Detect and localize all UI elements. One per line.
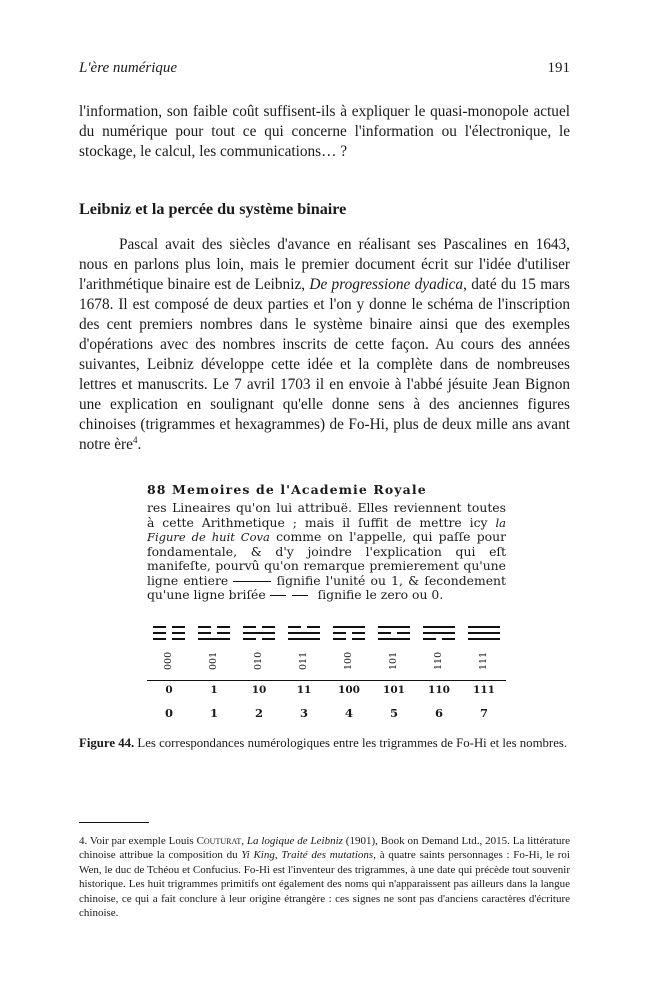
broken-line: [153, 638, 185, 640]
broken-line: [423, 638, 455, 640]
page-number: 191: [547, 60, 570, 76]
figure-text-part: res Lineaires qu'on lui attribuë. Elles reviennent toutes à cette Arithmetique ; mais il ſuffit de mettre icy: [147, 500, 506, 530]
paragraph-text: , daté du 15 mars 1678. Il est composé de deux parties et l'on y donne le schéma de l'inscription des cent premiers nombres dans le système binaire ainsi que des exemples d'opérations avec des nombres inscrits de cette façon. Au cours des années suivantes, Leibniz développe cette idée et la complète dans de nombreuses lettres et manuscrits. Le 7 avril 1703 il en envoie à l'abbé jésuite Jean Bignon une explication en soulignant qu'elle donne sens à des anciennes figures chinoises (trigrammes et hexagrammes) de Fo-Hi, plus de deux mille ans avant notre ère: [79, 276, 570, 453]
figure-text-italic: la Figure de huit Cova: [147, 515, 506, 544]
trigram-vertical-binary: 001: [208, 651, 219, 671]
footnote: [79, 834, 570, 920]
figure-text-part: ſignifie le zero ou 0.: [313, 587, 444, 602]
trigram-decimal-value: 6: [434, 706, 443, 720]
footnote-author: Couturat: [196, 835, 242, 847]
trigram-binary-value: 11: [296, 684, 312, 696]
trigram-binary-value: 0: [165, 684, 173, 696]
caption-text: Les correspondances numérologiques entre les trigrammes de Fo-Hi et les nombres.: [134, 736, 568, 750]
solid-line: [288, 632, 320, 634]
trigram-decimal-value: 0: [164, 706, 173, 720]
solid-line: [198, 638, 230, 640]
trigram-5: [374, 626, 414, 676]
footnote-reference: 4: [132, 434, 138, 445]
footnote-text: ,: [274, 849, 282, 862]
trigram-vertical-binary: 000: [163, 651, 174, 671]
footnote-text: , à quatre saints personnages : Fo-Hi, le roi Wen, le duc de Tchéou et Confucius. Fo-Hi est l'inventeur des trigrammes, à une date qui précède tout souvenir historique. Les huit trigrammes primitifs ont également des noms qui n'apparaissent pas ailleurs dans la langue chinoise, ce qui a fait conclure à leur origine étrangère : ces signes ne sont pas d'anciens caractères d'écriture chinoise.: [79, 849, 570, 920]
solid-line: [423, 632, 455, 634]
trigram-decimal-value: 7: [479, 706, 488, 720]
trigram-decimal-value: 2: [254, 706, 263, 720]
broken-line: [333, 632, 365, 634]
solid-line-symbol: [233, 581, 271, 582]
table-rule: [147, 680, 506, 681]
figure-trigrams: [147, 482, 506, 720]
running-header: [79, 60, 570, 77]
trigram-table: [147, 626, 506, 720]
footnote-divider: [79, 822, 149, 823]
trigram-vertical-binary: 010: [253, 651, 264, 671]
trigram-vertical-binary: 101: [388, 651, 399, 671]
trigram-decimal-value: 3: [299, 706, 308, 720]
trigram-vertical-binary: 011: [298, 651, 309, 671]
solid-line: [468, 632, 500, 634]
trigram-vertical-binary: 111: [478, 651, 489, 671]
running-title: L'ère numérique: [79, 60, 178, 76]
solid-line: [378, 626, 410, 628]
solid-line: [288, 638, 320, 640]
trigram-binary-value: 100: [338, 684, 360, 696]
paragraph-continued: l'information, son faible coût suffisent-ils à expliquer le quasi-monopole actuel du numérique pour tout ce qui concerne l'information ou l'électronique, le stockage, le calcul, les communications… ?: [79, 103, 570, 160]
work-title: De progressione dyadica: [309, 276, 464, 293]
footnote-title: Traité des mutations: [281, 849, 374, 862]
broken-line: [153, 632, 185, 634]
footnote-text: 4. Voir par exemple Louis: [79, 835, 197, 847]
solid-line: [243, 632, 275, 634]
footnote-title: Yi King: [241, 849, 275, 862]
trigram-decimal-value: 1: [209, 706, 218, 720]
trigram-decimal-value: 4: [344, 706, 353, 720]
trigram-6: [419, 626, 459, 676]
figure-heading: 88 Memoires de l'Academie Royale: [147, 482, 427, 497]
broken-line: [378, 632, 410, 634]
trigram-binary-value: 111: [473, 684, 495, 696]
trigram-binary-value: 101: [383, 684, 405, 696]
figure-text: [147, 501, 506, 603]
trigram-4: [329, 626, 369, 676]
broken-line-symbol: [292, 595, 308, 596]
trigram-2: [239, 626, 279, 676]
broken-line: [288, 626, 320, 628]
section-title: Leibniz et la percée du système binaire: [79, 200, 347, 218]
broken-line: [243, 638, 275, 640]
trigram-binary-value: 1: [210, 684, 218, 696]
paragraph-leibniz: [79, 235, 570, 455]
solid-line: [423, 626, 455, 628]
trigram-1: [194, 626, 234, 676]
paragraph-end: .: [137, 436, 142, 453]
trigram-0: [149, 626, 189, 676]
figure-text-part: ſignifie l'unité ou 1, & ſecondement qu'une ligne briſée: [147, 572, 506, 602]
figure-caption: [79, 734, 570, 752]
trigram-decimal-value: 5: [389, 706, 398, 720]
caption-label: Figure 44.: [79, 736, 135, 750]
footnote-title: La logique de Leibniz: [246, 835, 343, 847]
trigram-binary-value: 10: [251, 684, 267, 696]
trigram-7: [464, 626, 504, 676]
footnote-text: ,: [241, 835, 247, 847]
trigram-3: [284, 626, 324, 676]
broken-line: [243, 626, 275, 628]
figure-text-part: comme on l'appelle, qui paſſe pour fondamentale, & d'y joindre l'explication qui eſt manifeſte, pourvû qu'on remarque premierement qu'une ligne entiere: [147, 529, 506, 588]
trigram-binary-value: 110: [428, 684, 450, 696]
broken-line: [333, 638, 365, 640]
solid-line: [468, 638, 500, 640]
broken-line: [198, 632, 230, 634]
footnote-text: (1901), Book on Demand Ltd., 2015. La littérature chinoise attribue la composition du: [79, 835, 571, 862]
solid-line: [378, 638, 410, 640]
trigram-vertical-binary: 100: [343, 651, 354, 671]
paragraph-text: Pascal avait des siècles d'avance en réalisant ses Pascalines en 1643, nous en parlons plus loin, mais le premier document écrit sur l'idée d'utiliser l'arithmétique binaire est de Leibniz,: [79, 236, 570, 293]
broken-line-symbol: [270, 595, 286, 596]
broken-line: [198, 626, 230, 628]
trigram-vertical-binary: 110: [433, 651, 444, 671]
solid-line: [333, 626, 365, 628]
broken-line: [153, 626, 185, 628]
solid-line: [468, 626, 500, 628]
